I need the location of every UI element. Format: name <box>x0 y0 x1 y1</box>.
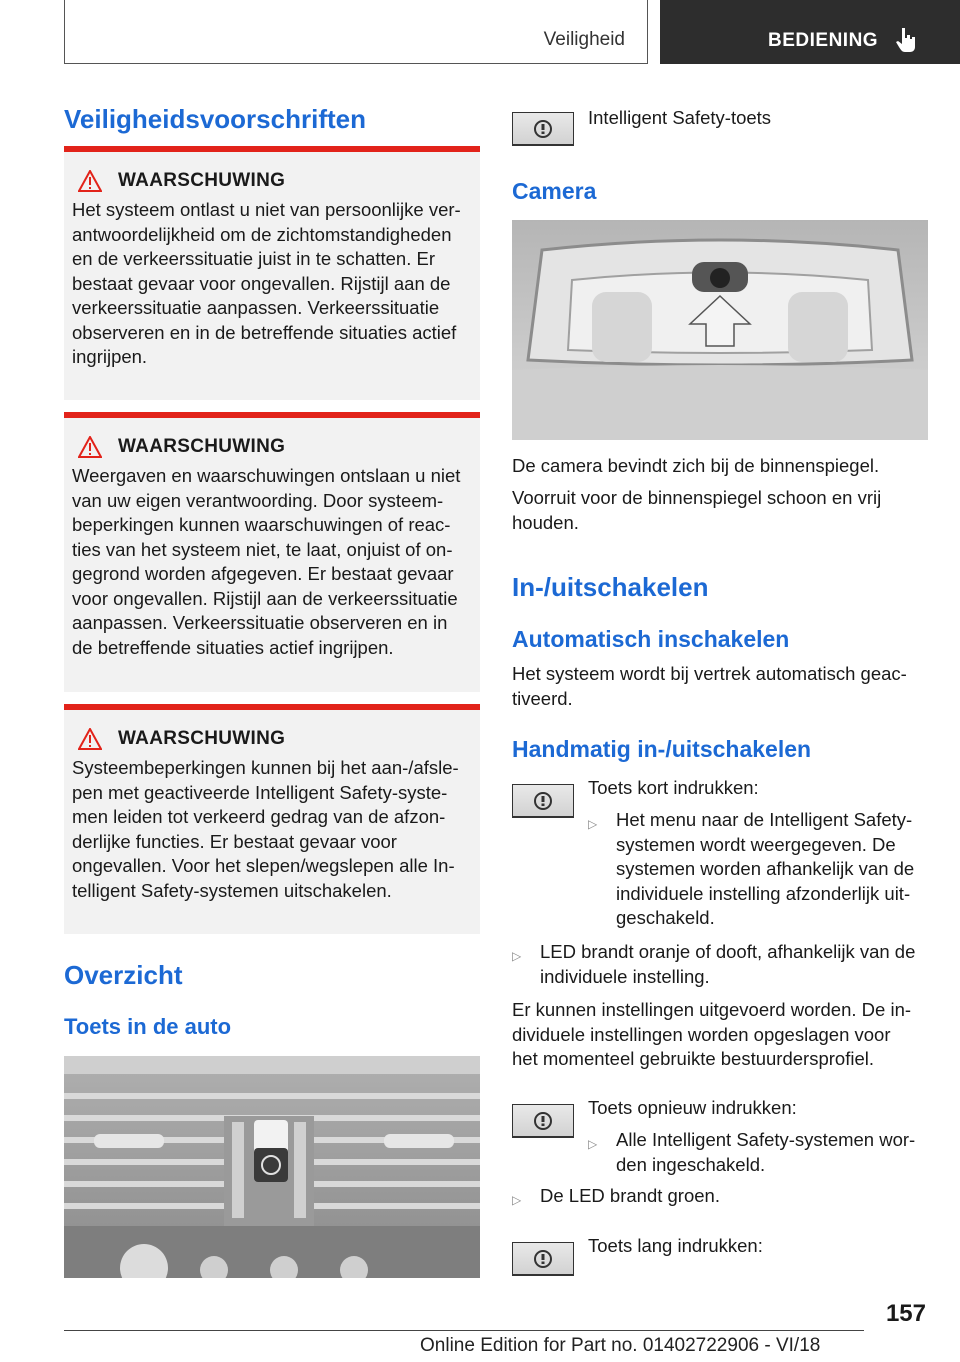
car-interior-illustration <box>512 220 928 440</box>
overview-heading: Overzicht <box>64 960 183 990</box>
button-in-car-heading: Toets in de auto <box>64 1014 232 1039</box>
text-line: den ingeschakeld. <box>616 1153 766 1175</box>
header-chapter-label: BEDIENING <box>768 30 879 51</box>
list-item <box>588 1128 928 1177</box>
header-section-box <box>64 0 648 64</box>
camera-location-text: De camera bevindt zich bij de binnenspiegel. <box>512 455 880 476</box>
warning-box-1 <box>64 146 480 400</box>
warning-text <box>72 756 472 903</box>
text-line: houden. <box>512 511 579 533</box>
intelligent-safety-button-icon <box>512 784 574 818</box>
warning-line: aanpassen. Verkeerssituatie observeren en in <box>72 612 448 633</box>
manual-heading: Handmatig in-/uitschakelen <box>512 736 812 762</box>
text-line: geschakeld. <box>616 907 715 928</box>
warning-line: men leiden tot verkeerd gedrag van de afzon- <box>72 806 446 827</box>
text-line: systemen wordt weergegeven. De <box>616 833 896 855</box>
text-line: individuele instelling. <box>540 965 710 987</box>
warning-line: van uw eigen verantwoording. Door systeem- <box>72 489 444 511</box>
warning-line: bestaat gevaar voor ongevallen. Rijstijl aan de <box>72 272 451 294</box>
intelligent-safety-button-icon <box>512 1242 574 1276</box>
text-line: het momenteel gebruikte bestuurdersprofiel. <box>512 1048 874 1069</box>
button-caption: Intelligent Safety-toets <box>588 107 772 128</box>
warning-line: ongevallen. Voor het slepen/wegslepen alle In- <box>72 855 455 876</box>
hand-pointer-icon <box>896 26 920 52</box>
warning-text <box>72 464 472 660</box>
warning-line: Het systeem ontlast u niet van persoonlijke ver- <box>72 199 461 220</box>
warning-title: WAARSCHUWING <box>118 170 286 191</box>
text-line: LED brandt oranje of dooft, afhankelijk van de <box>540 941 916 962</box>
auto-on-heading: Automatisch inschakelen <box>512 626 790 652</box>
triangle-bullet-icon: ▷ <box>588 817 598 831</box>
triangle-bullet-icon: ▷ <box>588 1137 598 1151</box>
warning-title: WAARSCHUWING <box>118 728 286 749</box>
warning-line: en de verkeerssituatie juist in te schatten. Er <box>72 248 435 269</box>
warning-line: voor ongevallen. Rijstijl aan de verkeerssituatie <box>72 587 458 609</box>
warning-line: beperkingen kunnen waarschuwingen of reac- <box>72 514 451 535</box>
text-line: Voorruit voor de binnenspiegel schoon en vrij <box>512 487 882 508</box>
warning-line: ties van het systeem niet, te laat, onjuist of on- <box>72 538 453 560</box>
header-section-label: Veiligheid <box>543 29 625 50</box>
triangle-bullet-icon: ▷ <box>512 949 522 963</box>
camera-heading: Camera <box>512 178 597 204</box>
warning-line: pen met geactiveerde Intelligent Safety-syste- <box>72 781 448 803</box>
page-title: Veiligheidsvoorschriften <box>64 104 366 134</box>
text-line: individuele instelling afzonderlijk uit- <box>616 882 911 904</box>
warning-line: derlijke functies. Er bestaat gevaar voor <box>72 830 397 852</box>
text-line: Het systeem wordt bij vertrek automatisch geac- <box>512 663 907 684</box>
list-item <box>588 808 928 931</box>
intelligent-safety-button-icon <box>512 112 574 146</box>
warning-box-2 <box>64 412 480 692</box>
text-line: Alle Intelligent Safety-systemen wor- <box>616 1129 916 1150</box>
list-item <box>512 940 932 989</box>
warning-line: ingrijpen. <box>72 346 148 367</box>
text-line: systemen worden afhankelijk van de <box>616 858 915 879</box>
warning-line: antwoordelijkheid om de zichtomstandigheden <box>72 223 452 245</box>
dashboard-button-image <box>64 1056 480 1278</box>
warning-line: gegrond worden afgegeven. Er bestaat gevaar <box>72 563 454 584</box>
triangle-bullet-icon: ▷ <box>512 1193 522 1207</box>
list-item <box>512 1184 932 1213</box>
warning-triangle-icon <box>78 436 102 458</box>
footer-edition: Online Edition for Part no. 01402722906 - VI/18 <box>420 1335 821 1356</box>
warning-line: telligent Safety-systemen uitschakelen. <box>72 879 392 901</box>
warning-line: de betreffende situaties actief ingrijpen. <box>72 636 394 658</box>
text-line: dividuele instellingen worden opgeslagen voor <box>512 1023 891 1045</box>
settings-text <box>512 998 911 1072</box>
footer-divider <box>64 1330 864 1331</box>
again-press-text: Toets opnieuw indrukken: <box>588 1097 797 1118</box>
short-press-text: Toets kort indrukken: <box>588 777 759 798</box>
camera-image <box>512 220 928 440</box>
dashboard-illustration <box>64 1056 480 1278</box>
warning-title: WAARSCHUWING <box>118 436 286 457</box>
long-press-text: Toets lang indrukken: <box>588 1235 763 1256</box>
on-off-heading: In-/uitschakelen <box>512 572 709 602</box>
intelligent-safety-button-icon <box>512 1104 574 1138</box>
header-chapter-tab <box>660 0 960 64</box>
auto-on-text <box>512 662 907 711</box>
text-line: Het menu naar de Intelligent Safety- <box>616 809 913 830</box>
warning-text <box>72 198 472 370</box>
warning-line: Weergaven en waarschuwingen ontslaan u niet <box>72 465 461 486</box>
text-line: Er kunnen instellingen uitgevoerd worden. De in- <box>512 999 912 1020</box>
warning-triangle-icon <box>78 170 102 192</box>
warning-box-3 <box>64 704 480 934</box>
camera-clean-text <box>512 486 881 535</box>
page-number: 157 <box>885 1300 926 1327</box>
warning-triangle-icon <box>78 728 102 750</box>
text-line: tiveerd. <box>512 687 573 709</box>
text-line: De LED brandt groen. <box>540 1185 720 1206</box>
warning-line: observeren en in de betreffende situaties actief <box>72 321 457 343</box>
warning-line: Systeembeperkingen kunnen bij het aan-/afsle- <box>72 757 459 778</box>
warning-line: verkeerssituatie aanpassen. Verkeerssituatie <box>72 297 440 318</box>
